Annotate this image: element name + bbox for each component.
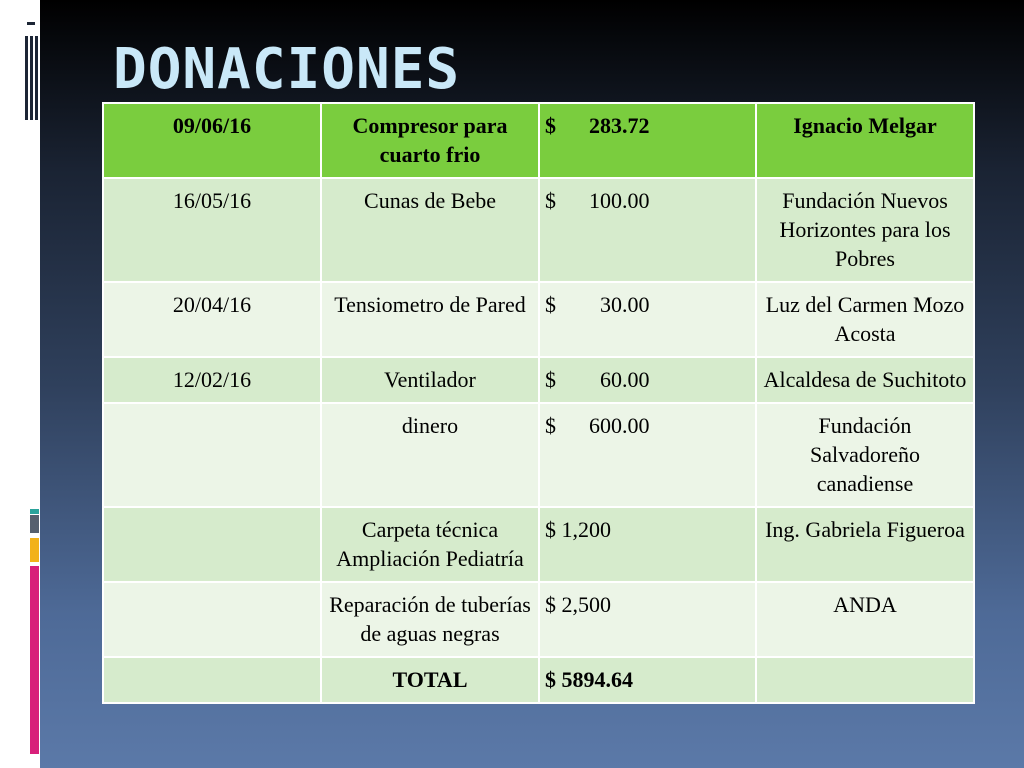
item-cell: Ventilador (321, 357, 539, 403)
item-cell: Cunas de Bebe (321, 178, 539, 282)
accent-mark-gray (30, 515, 39, 533)
donor-cell: Alcaldesa de Suchitoto (756, 357, 974, 403)
amount-cell: $ 30.00 (539, 282, 756, 357)
amount-cell: $ 283.72 (539, 103, 756, 178)
accent-mark-yellow (30, 538, 39, 562)
donor-cell: Ignacio Melgar (756, 103, 974, 178)
table-row (103, 403, 974, 507)
table-header-row (103, 103, 974, 178)
date-cell (103, 582, 321, 657)
date-cell (103, 657, 321, 703)
date-cell: 12/02/16 (103, 357, 321, 403)
donor-cell: Luz del Carmen Mozo Acosta (756, 282, 974, 357)
date-cell (103, 507, 321, 582)
amount-cell: $ 60.00 (539, 357, 756, 403)
total-amount: $ 5894.64 (539, 657, 756, 703)
total-label: TOTAL (321, 657, 539, 703)
amount-cell: $ 1,200 (539, 507, 756, 582)
table-row (103, 582, 974, 657)
donor-cell: ANDA (756, 582, 974, 657)
item-cell: Tensiometro de Pared (321, 282, 539, 357)
table-row (103, 507, 974, 582)
donor-cell: Fundación Salvadoreño canadiense (756, 403, 974, 507)
item-cell: Compresor para cuarto frio (321, 103, 539, 178)
amount-cell: $ 100.00 (539, 178, 756, 282)
date-cell: 09/06/16 (103, 103, 321, 178)
item-cell: Reparación de tuberías de aguas negras (321, 582, 539, 657)
table-row (103, 178, 974, 282)
table-total-row (103, 657, 974, 703)
donor-cell (756, 657, 974, 703)
slide-title: DONACIONES (113, 37, 461, 102)
donor-cell: Fundación Nuevos Horizontes para los Pobres (756, 178, 974, 282)
accent-mark-magenta (30, 566, 39, 754)
donor-cell: Ing. Gabriela Figueroa (756, 507, 974, 582)
table-row (103, 357, 974, 403)
amount-cell: $ 2,500 (539, 582, 756, 657)
accent-mark-teal (30, 509, 39, 514)
table-row (103, 282, 974, 357)
date-cell (103, 403, 321, 507)
date-cell: 16/05/16 (103, 178, 321, 282)
item-cell: dinero (321, 403, 539, 507)
amount-cell: $ 600.00 (539, 403, 756, 507)
date-cell: 20/04/16 (103, 282, 321, 357)
window-decoration-icon (22, 14, 40, 126)
donations-table (102, 102, 975, 704)
item-cell: Carpeta técnica Ampliación Pediatría (321, 507, 539, 582)
